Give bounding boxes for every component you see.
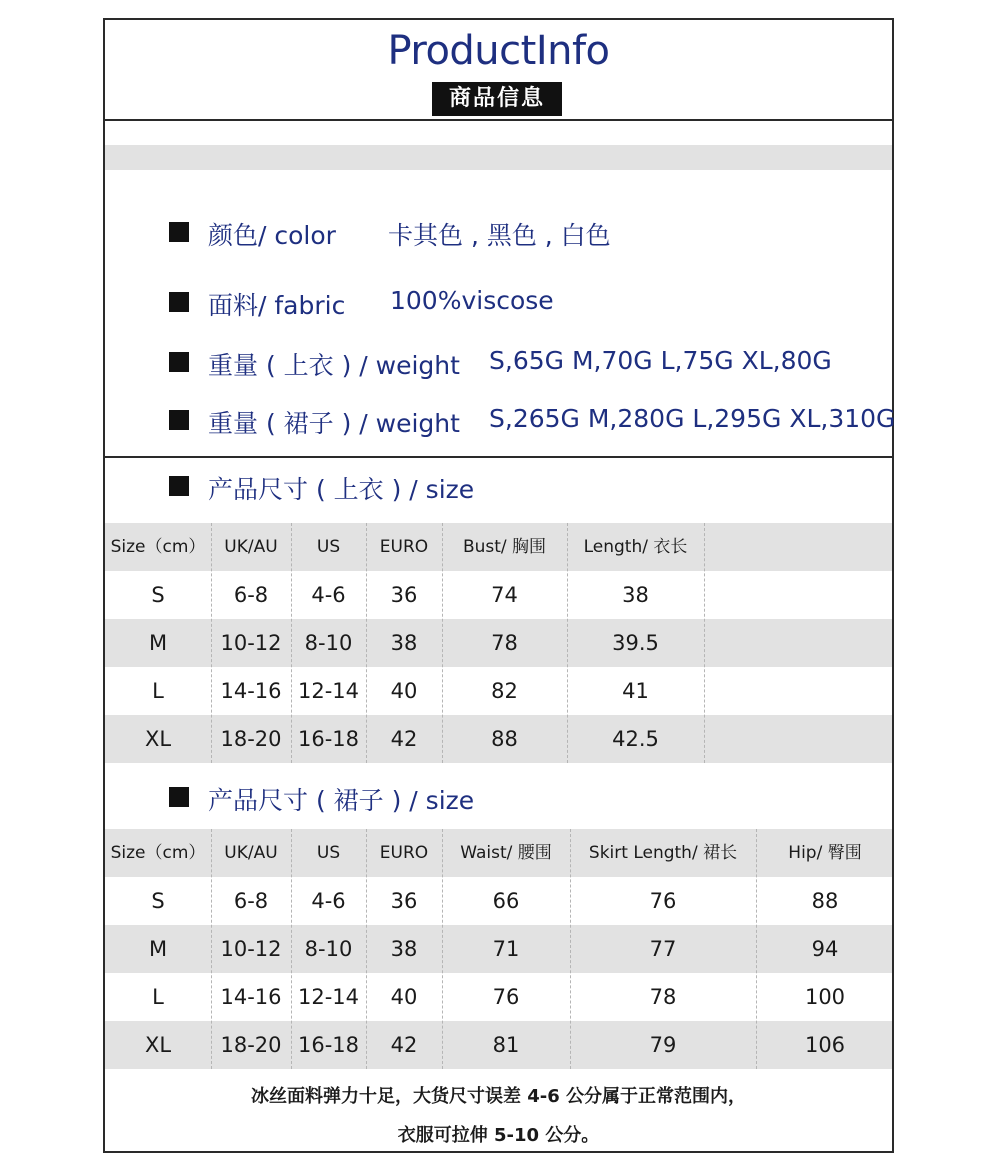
table-cell: 16-18 bbox=[297, 1033, 360, 1057]
header-cell: Waist/ 腰围 bbox=[460, 843, 552, 863]
table-cell: 81 bbox=[492, 1033, 520, 1057]
table-cell: 71 bbox=[492, 937, 520, 961]
table-header-row bbox=[105, 523, 892, 571]
header bbox=[105, 20, 892, 121]
table-row bbox=[105, 877, 892, 925]
table-cell: 41 bbox=[622, 679, 649, 703]
grey-stripe bbox=[105, 145, 892, 170]
table-cell: XL bbox=[144, 727, 172, 751]
table-cell: 82 bbox=[491, 679, 518, 703]
spec-weight-skirt bbox=[105, 400, 896, 440]
header-cell: Size（cm） bbox=[110, 537, 206, 557]
column-separator bbox=[366, 523, 367, 763]
spec-label: 重量 ( 上衣 ) / weight bbox=[208, 351, 460, 380]
table-cell: 40 bbox=[390, 679, 418, 703]
spec-value: 卡其色 , 黑色 , 白色 bbox=[388, 221, 611, 250]
footnote-line-1: 冰丝面料弹力十足，大货尺寸误差 4-6 公分属于正常范围内， bbox=[250, 1086, 747, 1107]
table-cell: 18-20 bbox=[220, 1033, 282, 1057]
table-cell: 77 bbox=[649, 937, 677, 961]
header-cell: Skirt Length/ 裙长 bbox=[588, 843, 738, 863]
header-cell: Size（cm） bbox=[110, 843, 206, 863]
header-cell: EURO bbox=[379, 843, 429, 863]
table-row bbox=[105, 667, 892, 715]
table-cell: 14-16 bbox=[220, 679, 282, 703]
column-separator bbox=[211, 523, 212, 763]
page-title: ProductInfo bbox=[387, 28, 610, 74]
column-separator bbox=[366, 829, 367, 1069]
table-cell: 76 bbox=[492, 985, 520, 1009]
column-separator bbox=[442, 523, 443, 763]
spec-label: 重量 ( 裙子 ) / weight bbox=[208, 409, 460, 438]
header-cell: Bust/ 胸围 bbox=[462, 537, 547, 557]
skirt-size-table bbox=[105, 829, 892, 1069]
table-row bbox=[105, 925, 892, 973]
square-bullet-icon bbox=[169, 476, 189, 496]
table-cell: M bbox=[148, 937, 168, 961]
table-cell: 36 bbox=[390, 889, 418, 913]
table-cell: 10-12 bbox=[220, 631, 282, 655]
square-bullet-icon bbox=[169, 292, 189, 312]
square-bullet-icon bbox=[169, 352, 189, 372]
column-separator bbox=[291, 829, 292, 1069]
column-separator bbox=[756, 829, 757, 1069]
square-bullet-icon bbox=[169, 222, 189, 242]
product-info-sheet bbox=[103, 18, 894, 1153]
table-cell: 38 bbox=[622, 583, 649, 607]
page-subtitle-badge: 商品信息 bbox=[432, 82, 562, 116]
table-row bbox=[105, 973, 892, 1021]
table-cell: 36 bbox=[390, 583, 418, 607]
table-cell: M bbox=[148, 631, 168, 655]
table-cell: 12-14 bbox=[297, 985, 360, 1009]
table-cell: XL bbox=[144, 1033, 172, 1057]
section-divider bbox=[105, 456, 892, 458]
table-cell: 18-20 bbox=[220, 727, 282, 751]
table-cell: S bbox=[151, 583, 165, 607]
header-cell: Length/ 衣长 bbox=[583, 537, 688, 557]
column-separator bbox=[567, 523, 568, 763]
header-cell: US bbox=[316, 537, 341, 557]
spec-weight-top bbox=[105, 342, 892, 382]
table-cell: 40 bbox=[390, 985, 418, 1009]
section-title-text: 产品尺寸 ( 裙子 ) / size bbox=[208, 786, 475, 815]
table-cell: 8-10 bbox=[304, 937, 353, 961]
header-cell: UK/AU bbox=[224, 843, 278, 863]
table-row bbox=[105, 571, 892, 619]
table-cell: 16-18 bbox=[297, 727, 360, 751]
table-cell: 78 bbox=[649, 985, 677, 1009]
table-cell: 39.5 bbox=[612, 631, 659, 655]
table-cell: L bbox=[152, 985, 164, 1009]
table-cell: 14-16 bbox=[220, 985, 282, 1009]
table-cell: 38 bbox=[390, 937, 418, 961]
table-cell: L bbox=[152, 679, 164, 703]
table-cell: 42 bbox=[390, 1033, 418, 1057]
table-cell: 42.5 bbox=[612, 727, 659, 751]
table-cell: 94 bbox=[811, 937, 839, 961]
spec-color bbox=[105, 212, 892, 252]
header-cell: UK/AU bbox=[224, 537, 278, 557]
column-separator bbox=[211, 829, 212, 1069]
table-cell: 100 bbox=[804, 985, 846, 1009]
table-cell: 79 bbox=[649, 1033, 677, 1057]
spec-value: S,65G M,70G L,75G XL,80G bbox=[489, 346, 832, 375]
table-cell: 4-6 bbox=[311, 889, 346, 913]
skirt-size-title bbox=[105, 777, 892, 817]
table-cell: S bbox=[151, 889, 165, 913]
table-header-row bbox=[105, 829, 892, 877]
table-cell: 6-8 bbox=[233, 889, 269, 913]
table-cell: 88 bbox=[811, 889, 839, 913]
table-cell: 66 bbox=[492, 889, 520, 913]
spec-value: S,265G M,280G L,295G XL,310G bbox=[489, 404, 896, 433]
table-cell: 74 bbox=[491, 583, 518, 607]
table-cell: 106 bbox=[804, 1033, 846, 1057]
table-cell: 38 bbox=[390, 631, 418, 655]
footnote-line-2: 衣服可拉伸 5-10 公分。 bbox=[397, 1125, 600, 1146]
header-cell: Hip/ 臀围 bbox=[788, 843, 862, 863]
table-cell: 8-10 bbox=[304, 631, 353, 655]
table-cell: 78 bbox=[491, 631, 518, 655]
table-cell: 88 bbox=[491, 727, 518, 751]
table-row bbox=[105, 1021, 892, 1069]
top-size-title bbox=[105, 466, 892, 506]
square-bullet-icon bbox=[169, 410, 189, 430]
table-cell: 4-6 bbox=[311, 583, 346, 607]
table-row bbox=[105, 619, 892, 667]
table-cell: 76 bbox=[649, 889, 677, 913]
table-row bbox=[105, 715, 892, 763]
spec-fabric bbox=[105, 282, 892, 322]
column-separator bbox=[291, 523, 292, 763]
header-cell: US bbox=[316, 843, 341, 863]
header-cell: EURO bbox=[379, 537, 429, 557]
column-separator bbox=[570, 829, 571, 1069]
table-cell: 12-14 bbox=[297, 679, 360, 703]
table-cell: 6-8 bbox=[233, 583, 269, 607]
square-bullet-icon bbox=[169, 787, 189, 807]
table-cell: 42 bbox=[390, 727, 418, 751]
table-cell: 10-12 bbox=[220, 937, 282, 961]
top-size-table bbox=[105, 523, 892, 763]
spec-value: 100%viscose bbox=[390, 286, 554, 315]
section-title-text: 产品尺寸 ( 上衣 ) / size bbox=[208, 475, 475, 504]
column-separator bbox=[442, 829, 443, 1069]
spec-label: 面料/ fabric bbox=[208, 291, 346, 320]
spec-label: 颜色/ color bbox=[208, 221, 336, 250]
column-separator bbox=[704, 523, 705, 763]
